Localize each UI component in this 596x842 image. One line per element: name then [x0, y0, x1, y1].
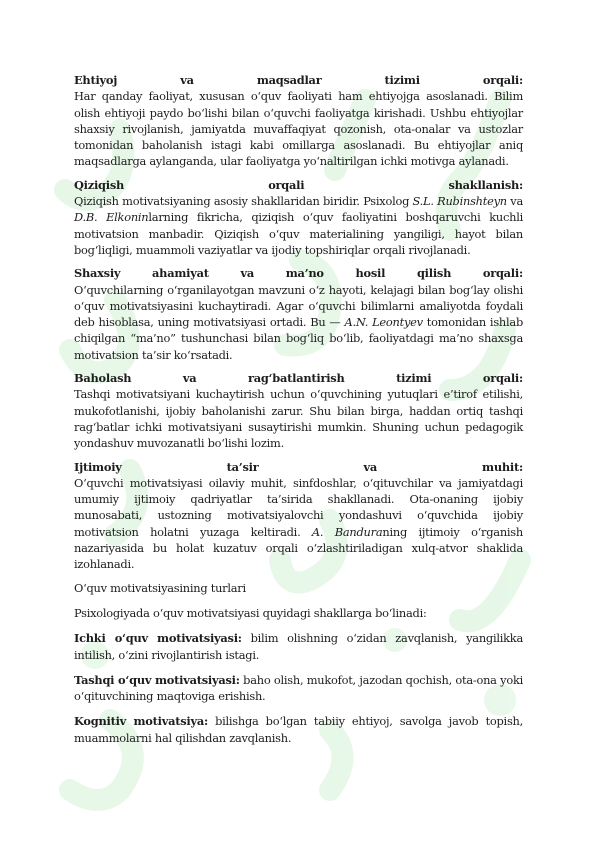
section-interest: [74, 177, 523, 258]
heading-word: orqali: [268, 177, 305, 192]
type-label: Tashqi o‘quv motivatsiyasi:: [74, 672, 240, 687]
text-run: tomonidan ishlab chiqilgan “ma’no” tushunchasi bilan bog‘liq bo‘lib, faoliyatdagi ma’no shaxsga motivatsion ta’sir ko‘rsatadi.: [74, 315, 523, 362]
type-item: [74, 672, 523, 705]
subtitle: O‘quv motivatsiyasining turlari: [74, 580, 246, 595]
section-meaning: [74, 265, 523, 363]
heading-word: tizimi: [396, 371, 432, 386]
section-needs: [74, 72, 523, 170]
type-item: [74, 630, 523, 663]
heading-word: orqali:: [482, 266, 523, 281]
section-text: Tashqi motivatsiyani kuchaytirish uchun o‘quvchining yutuqlari e’tirof etilishi, mukofotlanishi, ijobiy baholanishi zarur. Shu bilan birga, haddan ortiq tashqi rag‘batlar ichki motivatsiyani susaytirishi mumkin. Shuning uchun pedagogik yondashuv muvozanatli bo‘lishi lozim.: [74, 387, 523, 451]
heading-word: orqali:: [482, 73, 523, 87]
author-name: A.N. Leontyev: [344, 315, 423, 330]
section-text: [74, 475, 523, 573]
heading-word: Baholash: [74, 371, 132, 386]
section-heading: [74, 177, 523, 193]
type-label: Kognitiv motivatsiya:: [74, 714, 208, 729]
heading-word: va: [240, 266, 254, 281]
heading-word: qilish: [416, 266, 452, 281]
heading-word: va: [180, 73, 194, 87]
heading-word: Ehtiyoj: [74, 73, 118, 87]
section-assessment: [74, 370, 523, 451]
type-text: baho olish, mukofot, jazodan qochish, ota-ona yoki o‘qituvchining maqtoviga erishish.: [74, 672, 524, 704]
section-text: [74, 193, 523, 258]
type-text: bilishga bo‘lgan tabiiy ehtiyoj, savolga javob topish, muammolarni hal qilishdan zavqlanish.: [74, 714, 523, 745]
section-text: Har qanday faoliyat, xususan o‘quv faoliyati ham ehtiyojga asoslanadi. Bilim olish ehtiyoji paydo bo‘lishi bilan o‘quvchi faoliyatga kirishadi. Ushbu ehtiyojlar shaxsiy rivojlanish, jamiyatda muvaffaqiyat qozonish, ota-onalar va ustozlar tomonidan baholanish istagi kabi omillarga asoslanadi. Bu ehtiyojlar aniq maqsadlarga aylanganda, ular faoliyatga yo‘naltirilgan ichki motivga aylanadi.: [74, 89, 523, 169]
text-run: ning ijtimoiy o‘rganish nazariyasida bu holat kuzatuv orqali o‘zlashtiriladigan xulq-atvor shaklida izohlanadi.: [74, 524, 523, 572]
author-name: D.B. Elkonin: [74, 210, 149, 225]
heading-word: Ijtimoiy: [74, 459, 122, 474]
type-item: [74, 713, 523, 746]
heading-word: orqali:: [482, 371, 523, 386]
section-text: [74, 282, 523, 363]
heading-word: ta’sir: [226, 459, 259, 474]
heading-word: Qiziqish: [74, 177, 125, 192]
heading-word: rag‘batlantirish: [247, 371, 345, 386]
text-run: larning fikricha, qiziqish o‘quv faoliyatini boshqaruvchi kuchli motivatsion manbadir. Qiziqish o‘quv materialining yangiligi, hayot bilan bog‘liqligi, muammoli vaziyatlar va ijodiy topshiriqlar orqali rivojlanadi.: [74, 210, 523, 257]
section-heading: [74, 72, 523, 88]
heading-word: muhit:: [482, 459, 523, 474]
heading-word: hosil: [355, 266, 386, 281]
text-run: O‘quvchi motivatsiyasi oilaviy muhit, sinfdoshlar, o‘qituvchilar va jamiyatdagi umumiy ijtimoiy qadriyatlar ta’sirida shakllanadi. Ota-onaning ijobiy munosabati, ustozning motivatsiyalovchi yondashuvi o‘quvchida ijobiy motivatsion holatni yuzaga keltiradi.: [74, 475, 523, 539]
heading-word: Shaxsiy: [74, 266, 121, 281]
text-run: va: [506, 194, 523, 209]
heading-word: ahamiyat: [152, 266, 209, 281]
document-body: [74, 72, 523, 755]
heading-word: tizimi: [384, 73, 420, 87]
heading-word: shakllanish:: [448, 177, 523, 192]
type-label: Ichki o‘quv motivatsiyasi:: [74, 631, 242, 646]
section-heading: [74, 370, 523, 386]
section-heading: [74, 459, 523, 475]
author-name: A. Bandura: [311, 524, 383, 539]
section-heading: [74, 265, 523, 281]
author-name: S.L. Rubinshteyn: [412, 194, 507, 209]
intro-text: Psixologiyada o‘quv motivatsiyasi quyidagi shakllarga bo‘linadi:: [74, 605, 427, 620]
heading-word: ma’no: [285, 266, 324, 281]
text-run: O‘quvchilarning o‘rganilayotgan mavzuni o‘z hayoti, kelajagi bilan bog‘lay olishi o‘quv motivatsiyasini kuchaytiradi. Agar o‘quvchi bilimlarni amaliyotda foydali deb hisoblasa, uning motivatsiyasi ortadi. Bu —: [74, 282, 523, 330]
text-run: Qiziqish motivatsiyaning asosiy shakllaridan biridir. Psixolog: [74, 194, 413, 209]
type-text: bilim olishning o‘zidan zavqlanish, yangilikka intilish, o‘zini rivojlantirish istagi.: [74, 631, 523, 662]
heading-word: va: [363, 459, 378, 474]
section-social: [74, 459, 523, 573]
heading-word: maqsadlar: [256, 73, 322, 87]
heading-word: va: [182, 371, 197, 386]
